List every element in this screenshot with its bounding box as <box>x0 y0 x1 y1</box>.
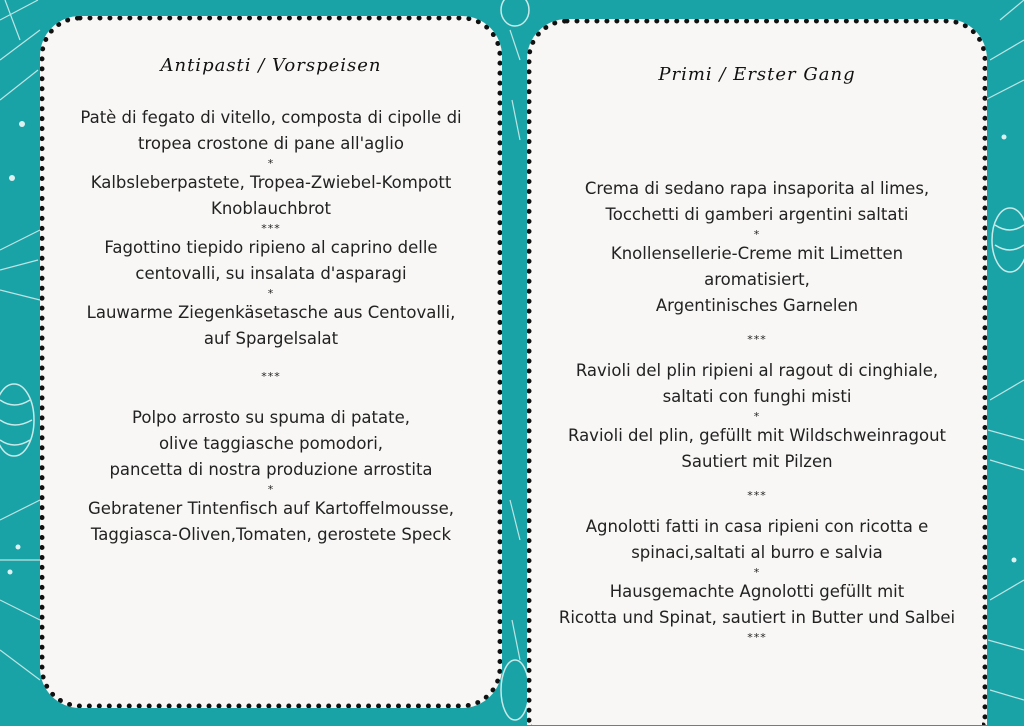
menu-items <box>45 105 497 561</box>
antipasti-menu-card <box>40 16 502 708</box>
menu-item-line: Hausgemachte Agnolotti gefüllt mit <box>609 582 905 601</box>
menu-item-line: saltati con funghi misti <box>662 387 852 406</box>
menu-item <box>532 423 982 502</box>
menu-item-line: Kalbsleberpastete, Tropea-Zwiebel-Kompott <box>90 173 452 192</box>
menu-item-line: Polpo arrosto su spuma di patate, <box>132 408 410 427</box>
separator: *** <box>747 489 767 502</box>
menu-item-line: auf Spargelsalat <box>203 329 339 348</box>
separator: *** <box>747 631 767 644</box>
menu-item-line: Taggiasca-Oliven,Tomaten, gerostete Speck <box>90 525 452 544</box>
menu-item-line: Patè di fegato di vitello, composta di cipolle di <box>80 108 462 127</box>
menu-items <box>532 176 982 644</box>
menu-item-line: olive taggiasche pomodori, <box>158 434 384 453</box>
menu-item <box>532 358 982 423</box>
card-title: Primi / Erster Gang <box>658 64 856 85</box>
menu-item <box>532 579 982 644</box>
separator: *** <box>261 370 281 383</box>
menu-item <box>532 241 982 346</box>
menu-item <box>532 176 982 241</box>
menu-item-line: Ravioli del plin ripieni al ragout di cinghiale, <box>575 361 939 380</box>
separator: * <box>267 483 275 496</box>
menu-item <box>45 300 497 383</box>
menu-item-line: pancetta di nostra produzione arrostita <box>109 460 433 479</box>
separator: *** <box>747 333 767 346</box>
separator: * <box>753 566 761 579</box>
separator <box>45 548 497 561</box>
menu-item-line: Argentinisches Garnelen <box>655 296 859 315</box>
menu-item <box>45 405 497 496</box>
menu-item-line: Crema di sedano rapa insaporita al limes, <box>584 179 930 198</box>
menu-item-line: Ravioli del plin, gefüllt mit Wildschweinragout <box>567 426 947 445</box>
menu-item <box>45 105 497 170</box>
menu-item-line: Fagottino tiepido ripieno al caprino delle <box>104 238 438 257</box>
menu-item-line: Sautiert mit Pilzen <box>681 452 833 471</box>
menu-item <box>45 496 497 561</box>
menu-item-line: Tocchetti di gamberi argentini saltati <box>605 205 909 224</box>
menu-item <box>45 235 497 300</box>
separator: * <box>753 228 761 241</box>
primi-menu-card <box>527 19 987 725</box>
card-title: Antipasti / Vorspeisen <box>160 55 382 76</box>
menu-item-line: centovalli, su insalata d'asparagi <box>135 264 407 283</box>
menu-item-line: Lauwarme Ziegenkäsetasche aus Centovalli, <box>86 303 456 322</box>
menu-item <box>45 170 497 235</box>
menu-item-line: Gebratener Tintenfisch auf Kartoffelmousse, <box>88 499 454 518</box>
separator: *** <box>261 222 281 235</box>
separator: * <box>267 287 275 300</box>
menu-item-line: Ricotta und Spinat, sautiert in Butter und Salbei <box>558 608 956 627</box>
menu-item <box>532 514 982 579</box>
menu-item-line: Knollensellerie-Creme mit Limetten <box>610 244 904 263</box>
separator: * <box>753 410 761 423</box>
menu-item-line: Agnolotti fatti in casa ripieni con ricotta e <box>585 517 929 536</box>
separator: * <box>267 157 275 170</box>
menu-item-line: Knoblauchbrot <box>211 199 331 218</box>
menu-item-line: spinaci,saltati al burro e salvia <box>631 543 883 562</box>
menu-item-line: aromatisiert, <box>704 270 810 289</box>
menu-item-line: tropea crostone di pane all'aglio <box>138 134 404 153</box>
